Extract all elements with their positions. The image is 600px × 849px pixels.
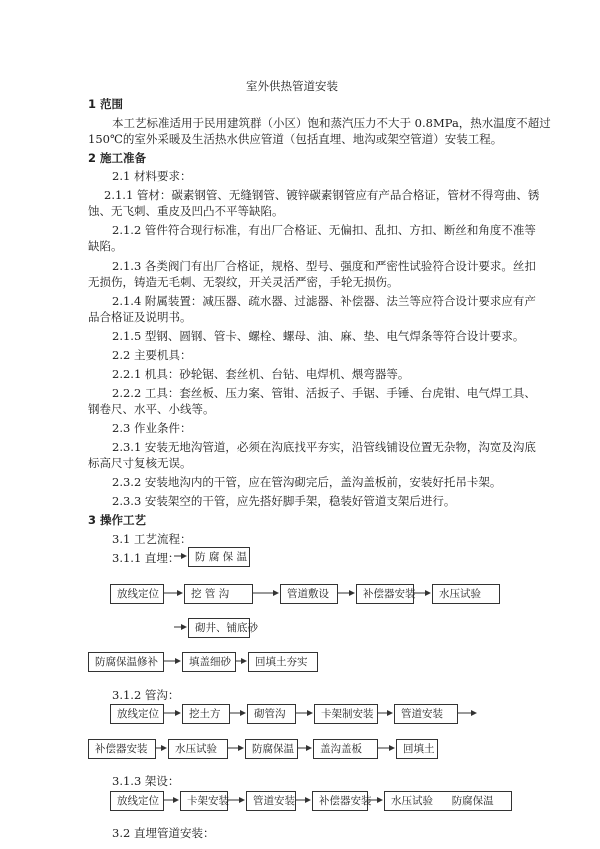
- flow1-lay-pipe-box: 管道敷设: [280, 584, 338, 604]
- item-2-2-2-line2: 钢卷尺、水平、小线等。: [88, 402, 215, 416]
- flow1-anticorrosion-box: 防 腐 保 温: [188, 547, 250, 567]
- flow2-bracket-box: 卡架制安装: [314, 704, 378, 724]
- item-2-1-3-line1: 2.1.3 各类阀门有出厂合格证，规格、型号、强度和严密性试验符合设计要求。丝扣: [112, 259, 536, 273]
- item-3-1-1: 3.1.1 直埋：: [112, 551, 180, 565]
- flow2-dig-box: 挖土方: [182, 704, 230, 724]
- flow2-build-trench-box: 砌管沟: [247, 704, 296, 724]
- item-2-3-3: 2.3.3 安装架空的干管，应先搭好脚手架，稳装好管道支架后进行。: [112, 494, 456, 508]
- item-2-3-2: 2.3.2 安装地沟内的干管，应在管沟砌完后，盖沟盖板前，安装好托吊卡架。: [112, 475, 502, 489]
- item-2-1-3-line2: 无损伤，铸造无毛刺、无裂纹，开关灵活严密，手轮无损伤。: [88, 275, 399, 289]
- item-2-1-1-line2: 蚀、无飞刺、重皮及凹凸不平等缺陷。: [88, 204, 284, 218]
- page-title: 室外供热管道安装: [246, 79, 338, 93]
- item-2-2-1: 2.2.1 机具：砂轮锯、套丝机、台钻、电焊机、煨弯器等。: [112, 367, 410, 381]
- flow2-start-box: 放线定位: [110, 704, 164, 724]
- scope-paragraph-line2: 150℃的室外采暖及生活热水供应管道（包括直埋、地沟或架空管道）安装工程。: [88, 132, 503, 146]
- subsection-2-3: 2.3 作业条件：: [112, 421, 192, 435]
- flow3-bracket-box: 卡架安装: [180, 791, 228, 811]
- flow2-backfill-box: 回填土: [396, 739, 438, 759]
- flow3-compensator-box: 补偿器安装: [312, 791, 368, 811]
- flow3-anticorrosion-label: 防腐保温: [451, 795, 494, 807]
- flow2-cover-box: 盖沟盖板: [313, 739, 378, 759]
- subsection-3-1: 3.1 工艺流程：: [112, 532, 192, 546]
- item-2-2-2-line1: 2.2.2 工具：套丝板、压力案、管钳、活扳子、手锯、手锤、台虎钳、电气焊工具、: [112, 386, 536, 400]
- flow2-anticorrosion-box: 防腐保温: [245, 739, 298, 759]
- subsection-2-1: 2.1 材料要求：: [112, 169, 192, 183]
- flow1-pressure-test-box: 水压试验: [432, 584, 500, 604]
- flow1-dig-trench-box: 挖 管 沟: [184, 584, 253, 604]
- flow3-pressure-test-label: 水压试验: [391, 795, 433, 807]
- flow1-well-box: 砌井、铺底砂: [188, 618, 250, 638]
- item-2-1-4-line1: 2.1.4 附属装置：减压器、疏水器、过滤器、补偿器、法兰等应符合设计要求应有产: [112, 294, 536, 308]
- flow2-compensator-box: 补偿器安装: [88, 739, 156, 759]
- item-3-1-2: 3.1.2 管沟：: [112, 688, 180, 702]
- section-3-heading: 3 操作工艺: [88, 513, 147, 527]
- section-2-heading: 2 施工准备: [88, 151, 147, 165]
- flow1-start-box: 放线定位: [110, 584, 164, 604]
- scope-paragraph-line1: 本工艺标准适用于民用建筑群（小区）饱和蒸汽压力不大于 0.8MPa，热水温度不超过: [112, 116, 551, 130]
- item-2-3-1-line2: 标高尺寸复核无误。: [88, 456, 192, 470]
- item-2-1-4-line2: 品合格证及说明书。: [88, 310, 192, 324]
- item-3-1-3: 3.1.3 架设：: [112, 774, 180, 788]
- item-2-1-2-line1: 2.1.2 管件符合现行标准，有出厂合格证、无偏扣、乱扣、方扣、断丝和角度不准等: [112, 223, 536, 237]
- subsection-3-2: 3.2 直埋管道安装：: [112, 826, 215, 840]
- flow3-test-anticorrosion-box: [384, 791, 512, 811]
- flow1-backfill-box: 回填土夯实: [248, 652, 318, 672]
- item-2-1-1-line1: 2.1.1 管材：碳素钢管、无缝钢管、镀锌碳素钢管应有产品合格证，管材不得弯曲、锈: [104, 188, 540, 202]
- flow1-sand-box: 填盖细砂: [182, 652, 236, 672]
- item-2-1-5: 2.1.5 型钢、圆钢、管卡、螺栓、螺母、油、麻、垫、电气焊条等符合设计要求。: [112, 329, 525, 343]
- flow3-start-box: 放线定位: [110, 791, 164, 811]
- flow1-repair-box: 防腐保温修补: [88, 652, 164, 672]
- flow2-pressure-test-box: 水压试验: [168, 739, 228, 759]
- flow3-pipe-install-box: 管道安装: [246, 791, 296, 811]
- flow1-compensator-box: 补偿器安装: [356, 584, 414, 604]
- flow2-pipe-install-box: 管道安装: [394, 704, 458, 724]
- item-2-1-2-line2: 缺陷。: [88, 239, 123, 253]
- item-2-3-1-line1: 2.3.1 安装无地沟管道，必须在沟底找平夯实，沿管线铺设位置无杂物，沟宽及沟底: [112, 440, 536, 454]
- section-1-heading: 1 范围: [88, 97, 124, 111]
- subsection-2-2: 2.2 主要机具：: [112, 348, 192, 362]
